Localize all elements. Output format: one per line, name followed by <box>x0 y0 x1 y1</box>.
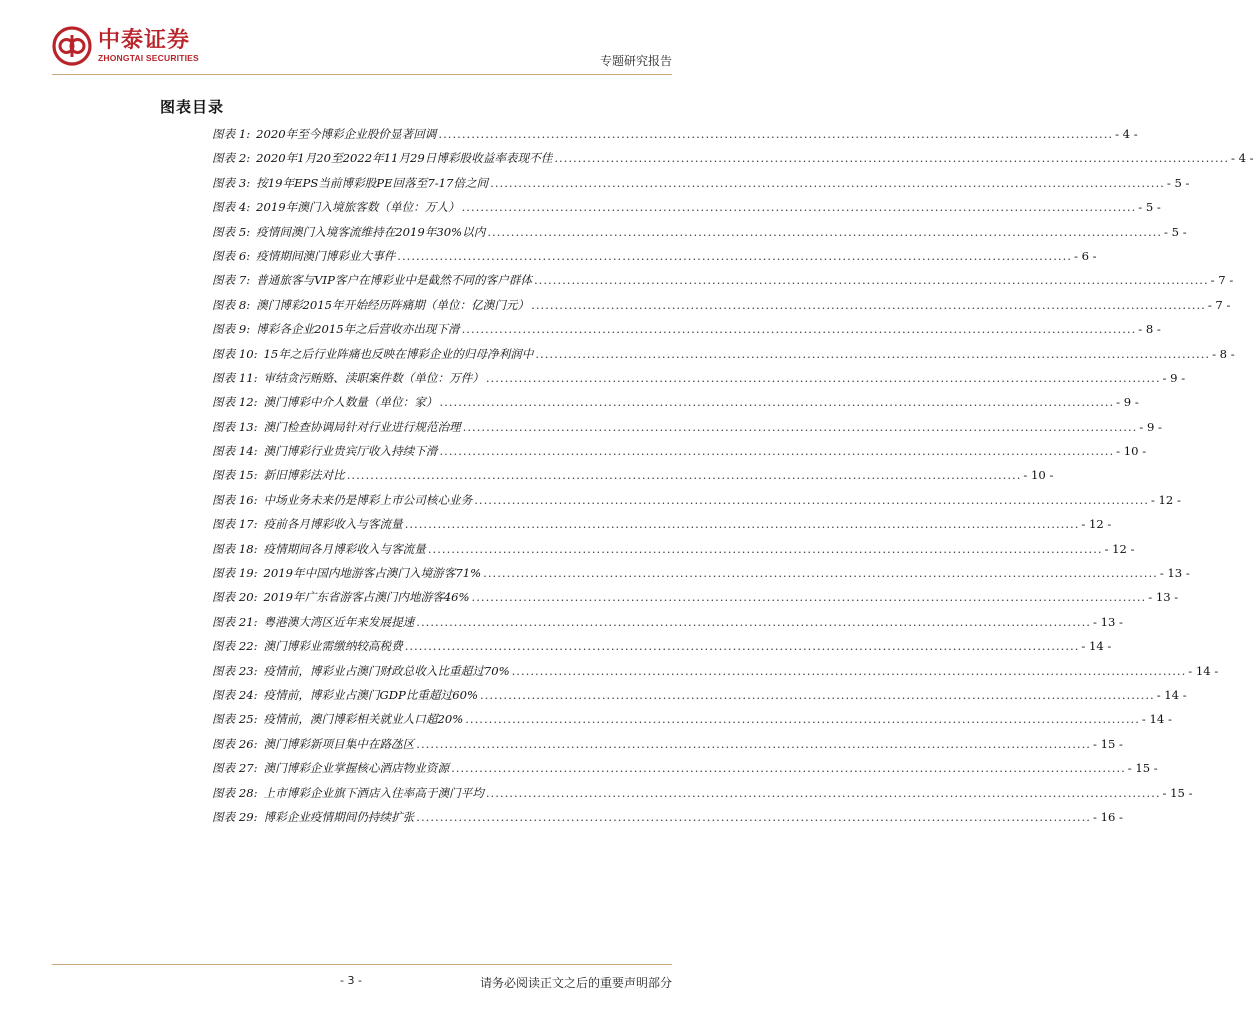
toc-entry-label: 图表 28: <box>212 785 258 800</box>
toc-entry-text: 2019年广东省游客占澳门内地游客46% <box>263 590 470 605</box>
toc-title: 图表目录 <box>160 98 225 116</box>
toc-entry-leader <box>486 371 1161 385</box>
toc-entry-leader <box>465 712 1140 726</box>
toc-entry-text: 疫情期间澳门博彩业大事件 <box>256 248 396 263</box>
toc-entry-leader <box>397 249 1072 263</box>
toc-entry-page: - 14 - <box>1141 712 1172 727</box>
toc-list <box>212 126 1254 833</box>
toc-entry-leader <box>474 493 1149 507</box>
toc-entry-label: 图表 22: <box>212 639 258 654</box>
toc-entry-page: - 13 - <box>1148 590 1179 605</box>
toc-entry-text: 疫情前，博彩业占澳门GDP比重超过60% <box>263 687 478 702</box>
toc-entry-text: 上市博彩企业旗下酒店入住率高于澳门平均 <box>263 785 484 800</box>
toc-entry-label: 图表 10: <box>212 346 258 361</box>
toc-entry-page: - 14 - <box>1188 663 1219 678</box>
toc-entry-text: 博彩各企业2015年之后营收亦出现下滑 <box>256 322 460 337</box>
toc-entry-text: 澳门检查协调局针对行业进行规范治理 <box>263 419 461 434</box>
toc-entry[interactable] <box>212 589 1179 613</box>
toc-entry-leader <box>480 688 1155 702</box>
toc-entry-label: 图表 27: <box>212 761 258 776</box>
toc-entry[interactable] <box>212 541 1135 565</box>
toc-entry-leader <box>405 639 1080 653</box>
toc-entry[interactable] <box>212 224 1187 248</box>
report-type-label: 专题研究报告 <box>599 54 672 68</box>
toc-entry-leader <box>512 664 1187 678</box>
toc-entry[interactable] <box>212 150 1254 174</box>
toc-entry-text: 2019年中国内地游客占澳门入境游客71% <box>263 566 482 581</box>
toc-entry-text: 2019年澳门入境旅客数（单位：万人） <box>256 200 460 215</box>
toc-entry-leader <box>439 395 1114 409</box>
toc-entry-page: - 9 - <box>1116 395 1139 410</box>
toc-entry-text: 15年之后行业阵痛也反映在博彩企业的归母净利润中 <box>263 346 534 361</box>
toc-entry-label: 图表 7: <box>212 273 251 288</box>
toc-entry-page: - 4 - <box>1231 151 1254 166</box>
toc-entry-text: 普通旅客与VIP客户在博彩业中是截然不同的客户群体 <box>256 273 532 288</box>
toc-entry[interactable] <box>212 175 1190 199</box>
toc-entry-page: - 10 - <box>1116 444 1147 459</box>
toc-entry-leader <box>531 298 1206 312</box>
toc-entry[interactable] <box>212 760 1158 784</box>
toc-entry-leader <box>462 322 1137 336</box>
toc-entry[interactable] <box>212 248 1097 272</box>
toc-entry-label: 图表 19: <box>212 566 258 581</box>
toc-entry-page: - 8 - <box>1138 322 1161 337</box>
toc-entry-page: - 8 - <box>1212 346 1235 361</box>
toc-entry[interactable] <box>212 492 1181 516</box>
toc-entry-leader <box>554 151 1229 165</box>
toc-entry[interactable] <box>212 297 1231 321</box>
toc-entry-leader <box>438 127 1113 141</box>
toc-entry-leader <box>416 810 1091 824</box>
toc-entry-page: - 14 - <box>1081 639 1112 654</box>
toc-entry-label: 图表 8: <box>212 297 251 312</box>
toc-entry-leader <box>428 542 1103 556</box>
toc-entry-leader <box>483 566 1158 580</box>
toc-entry-page: - 12 - <box>1104 541 1135 556</box>
toc-entry-page: - 10 - <box>1023 468 1054 483</box>
toc-entry[interactable] <box>212 638 1112 662</box>
toc-entry-leader <box>487 225 1162 239</box>
toc-entry[interactable] <box>212 614 1123 638</box>
toc-entry-page: - 7 - <box>1207 297 1231 312</box>
toc-entry-text: 疫情期间各月博彩收入与客流量 <box>263 541 426 556</box>
toc-entry-label: 图表 5: <box>212 224 251 239</box>
toc-entry-label: 图表 12: <box>212 395 258 410</box>
toc-entry-leader <box>416 615 1091 629</box>
company-logo <box>52 26 199 66</box>
toc-entry-page: - 15 - <box>1162 785 1193 800</box>
toc-entry-text: 澳门博彩新项目集中在路氹区 <box>263 736 415 751</box>
toc-entry-label: 图表 9: <box>212 322 251 337</box>
toc-entry-leader <box>534 273 1209 287</box>
toc-entry-label: 图表 4: <box>212 200 251 215</box>
toc-entry[interactable] <box>212 443 1147 467</box>
footer-divider <box>52 964 672 965</box>
toc-entry[interactable] <box>212 785 1193 809</box>
toc-entry-text: 疫前各月博彩收入与客流量 <box>263 517 403 532</box>
toc-entry-label: 图表 24: <box>212 687 258 702</box>
toc-entry-text: 博彩企业疫情期间仍持续扩张 <box>263 809 415 824</box>
toc-entry[interactable] <box>212 346 1235 370</box>
toc-entry[interactable] <box>212 663 1219 687</box>
toc-entry-text: 澳门博彩行业贵宾厅收入持续下滑 <box>263 444 438 459</box>
toc-entry[interactable] <box>212 565 1190 589</box>
toc-entry-leader <box>490 176 1165 190</box>
toc-entry-label: 图表 1: <box>212 127 251 141</box>
toc-entry[interactable] <box>212 687 1187 711</box>
toc-entry-label: 图表 16: <box>212 492 258 507</box>
toc-entry-text: 粤港澳大湾区近年来发展提速 <box>263 614 415 629</box>
toc-entry[interactable] <box>212 321 1161 345</box>
toc-entry-text: 2020年1月20至2022年11月29日博彩股收益率表现不佳 <box>256 151 553 166</box>
toc-entry-label: 图表 2: <box>212 151 251 166</box>
toc-entry-label: 图表 11: <box>212 370 258 385</box>
toc-entry[interactable] <box>212 467 1054 491</box>
toc-entry-text: 澳门博彩企业掌握核心酒店物业资源 <box>263 761 450 776</box>
toc-entry-label: 图表 14: <box>212 444 258 459</box>
toc-entry-label: 图表 3: <box>212 175 251 190</box>
toc-entry-label: 图表 26: <box>212 736 258 751</box>
toc-entry-text: 审结贪污贿赂、渎职案件数（单位：万件） <box>263 370 484 385</box>
toc-entry-page: - 4 - <box>1115 127 1138 141</box>
toc-entry-label: 图表 6: <box>212 248 251 263</box>
toc-entry-page: - 9 - <box>1162 370 1186 385</box>
brand-name-en: ZHONGTAI SECURITIES <box>98 52 199 63</box>
toc-entry[interactable] <box>212 126 1138 150</box>
toc-entry-text: 疫情前，博彩业占澳门财政总收入比重超过70% <box>263 663 510 678</box>
toc-entry[interactable] <box>212 199 1161 223</box>
header-divider <box>52 74 672 75</box>
toc-entry-text: 疫情间澳门入境客流维持在2019年30%以内 <box>256 224 486 239</box>
toc-entry-page: - 14 - <box>1156 687 1187 702</box>
toc-entry[interactable] <box>212 272 1234 296</box>
zhongtai-logo-icon <box>52 26 92 66</box>
toc-entry-page: - 5 - <box>1166 175 1190 190</box>
toc-entry-leader <box>416 737 1091 751</box>
toc-entry-page: - 15 - <box>1092 736 1123 751</box>
toc-entry-page: - 13 - <box>1092 614 1123 629</box>
toc-entry[interactable] <box>212 516 1112 540</box>
toc-entry-label: 图表 17: <box>212 517 258 532</box>
toc-entry-label: 图表 23: <box>212 663 258 678</box>
toc-entry-page: - 9 - <box>1139 419 1162 434</box>
toc-entry-leader <box>439 444 1114 458</box>
toc-entry-label: 图表 25: <box>212 712 258 727</box>
brand-name-cn: 中泰证券 <box>98 27 191 53</box>
toc-entry[interactable] <box>212 736 1123 760</box>
toc-entry-label: 图表 20: <box>212 590 258 605</box>
toc-entry-leader <box>347 468 1022 482</box>
toc-entry[interactable] <box>212 370 1186 394</box>
toc-entry-text: 疫情前，澳门博彩相关就业人口超20% <box>263 712 464 727</box>
toc-entry-page: - 16 - <box>1092 809 1123 824</box>
toc-entry[interactable] <box>212 711 1172 735</box>
toc-entry-page: - 5 - <box>1164 224 1187 239</box>
toc-entry-label: 图表 18: <box>212 541 258 556</box>
toc-entry-label: 图表 29: <box>212 809 258 824</box>
toc-entry-text: 澳门博彩中介人数量（单位：家） <box>263 395 438 410</box>
toc-entry-leader <box>472 590 1147 604</box>
toc-entry-text: 新旧博彩法对比 <box>263 468 345 483</box>
toc-entry-text: 澳门博彩2015年开始经历阵痛期（单位：亿澳门元） <box>256 297 530 312</box>
toc-entry-page: - 12 - <box>1081 517 1112 532</box>
toc-entry[interactable] <box>212 419 1162 443</box>
toc-entry-leader <box>462 200 1137 214</box>
toc-entry[interactable] <box>212 394 1139 418</box>
toc-entry-page: - 6 - <box>1073 248 1097 263</box>
page-number: - 3 - <box>340 974 362 987</box>
toc-entry-page: - 5 - <box>1138 200 1161 215</box>
toc-entry-leader <box>486 786 1161 800</box>
toc-entry-label: 图表 13: <box>212 419 258 434</box>
toc-entry-page: - 7 - <box>1210 273 1234 288</box>
toc-entry-text: 中场业务未来仍是博彩上市公司核心业务 <box>263 492 473 507</box>
toc-entry-label: 图表 21: <box>212 614 258 629</box>
toc-entry-page: - 15 - <box>1127 761 1158 776</box>
toc-entry-label: 图表 15: <box>212 468 258 483</box>
page-header <box>0 0 724 80</box>
toc-entry-page: - 12 - <box>1150 492 1181 507</box>
toc-entry[interactable] <box>212 809 1123 833</box>
footer-disclaimer: 请务必阅读正文之后的重要声明部分 <box>479 976 672 990</box>
toc-entry-text: 2020年至今博彩企业股价显著回调 <box>256 127 437 141</box>
toc-entry-leader <box>463 420 1138 434</box>
toc-entry-leader <box>405 517 1080 531</box>
toc-entry-text: 按19年EPS当前博彩股PE回落至7-17倍之间 <box>256 175 489 190</box>
toc-entry-page: - 13 - <box>1159 566 1190 581</box>
toc-entry-text: 澳门博彩业需缴纳较高税费 <box>263 639 403 654</box>
toc-entry-leader <box>451 761 1126 775</box>
toc-entry-leader <box>535 347 1210 361</box>
